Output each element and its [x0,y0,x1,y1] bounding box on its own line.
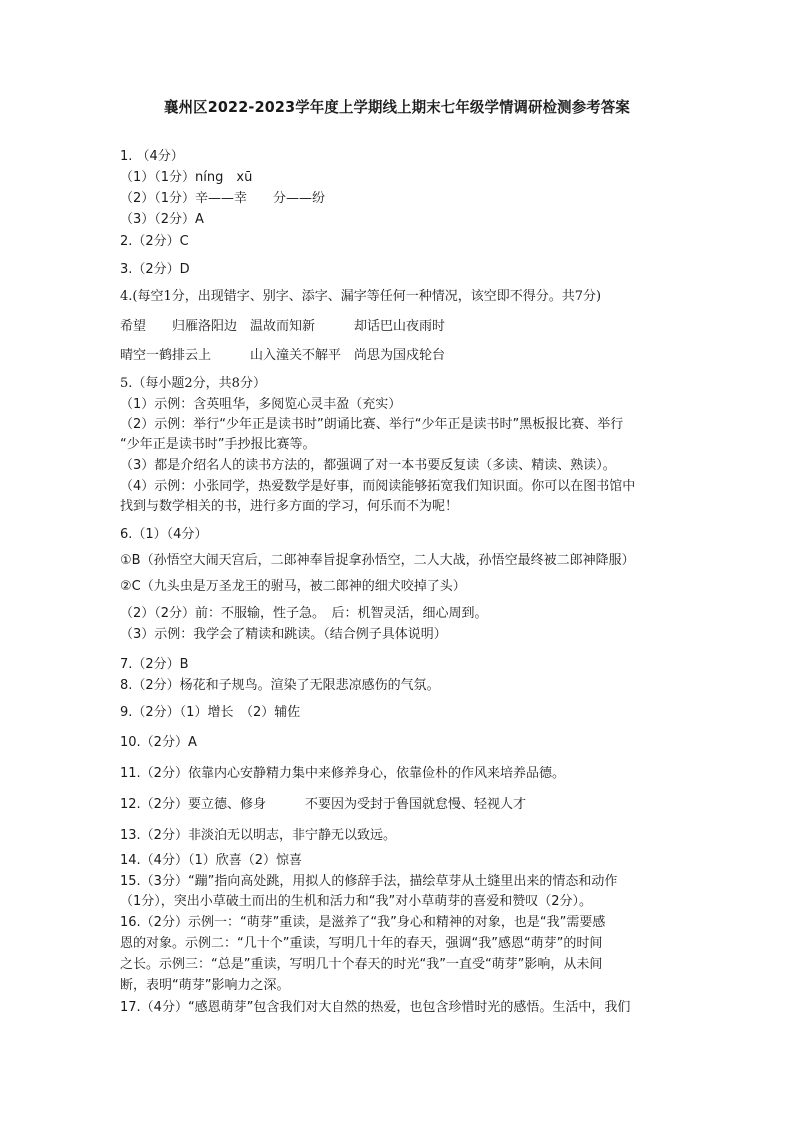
answer-line-q6-b: ②C（九头虫是万圣龙王的驸马，被二郎神的细犬咬掉了头） [120,579,466,594]
answer-line-q11: 11.（2分）依靠内心安静精力集中来修养身心，依靠俭朴的作风来培养品德。 [120,766,565,781]
answer-line-q1: 1. （4分） [120,149,184,164]
answer-line-q6-3: （3）示例：我学会了精读和跳读。（结合例子具体说明） [120,627,447,642]
answer-line-q17: 17.（4分）“感恩萌芽”包含我们对大自然的热爱，也包含珍惜时光的感悟。生活中，我们 [120,1000,631,1015]
answer-line-q4-row1: 希望 归雁洛阳边 温故而知新 却话巴山夜雨时 [120,319,446,334]
answer-line-q7: 7.（2分）B [120,657,189,672]
answer-line-q6-a: ①B（孙悟空大闹天宫后，二郎神奉旨捉拿孙悟空，二人大战，孙悟空最终被二郎神降服） [120,553,635,568]
answer-line-q5: 5.（每小题2分，共8分） [120,376,266,391]
answer-line-q5-4: （4）示例：小张同学，热爱数学是好事，而阅读能够拓宽我们知识面。你可以在图书馆中 [120,479,636,494]
answer-line-q4-row2: 晴空一鹤排云上 山入潼关不解平 尚思为国戍轮台 [120,348,446,363]
answer-line-q10: 10.（2分）A [120,735,197,750]
answer-line-q5-2-cont: “少年正是读书时”手抄报比赛等。 [120,437,316,452]
answer-line-q6: 6.（1）（4分） [120,527,208,542]
answer-line-q6-2: （2）（2分）前：不服输，性子急。 后：机智灵活，细心周到。 [120,606,488,621]
answer-line-q5-3: （3）都是介绍名人的读书方法的，都强调了对一本书要反复读（多读、精读、熟读）。 [120,458,616,473]
answer-line-q5-1: （1）示例：含英咀华，多阅览心灵丰盈（充实） [120,397,402,412]
answer-line-q5-2: （2）示例：举行“少年正是读书时”朗诵比赛、举行“少年正是读书时”黑板报比赛、举行 [120,417,624,432]
answer-line-q15: 15.（3分）“蹦”指向高处跳，用拟人的修辞手法，描绘草芽从土缝里出来的情态和动作 [120,874,618,889]
answer-line-q16-cont1: 恩的对象。示例二：“几十个”重读，写明几十年的春天，强调“我”感恩“萌芽”的时间 [120,936,603,951]
answer-line-q1-1: （1）（1分）níng xū [120,170,253,185]
answer-line-q9: 9.（2分）（1）增长 （2）辅佐 [120,705,301,720]
answer-line-q14: 14.（4分）（1）欣喜（2）惊喜 [120,853,302,868]
answer-line-q16-cont3: 断，表明“萌芽”影响力之深。 [120,978,290,993]
answer-line-q3: 3.（2分）D [120,262,190,277]
answer-line-q1-3: （3）（2分）A [120,212,204,227]
answer-line-q5-4-cont: 找到与数学相关的书，进行多方面的学习，何乐而不为呢！ [120,499,459,514]
answer-line-q4: 4.(每空1分，出现错字、别字、添字、漏字等任何一种情况，该空即不得分。共7分) [120,289,602,304]
answer-line-q8: 8.（2分）杨花和子规鸟。渲染了无限悲凉感伤的气氛。 [120,678,440,693]
answer-line-q12: 12.（2分）要立德、修身 不要因为受封于鲁国就怠慢、轻视人才 [120,797,526,812]
answer-line-q13: 13.（2分）非淡泊无以明志，非宁静无以致远。 [120,828,396,843]
answer-line-q16: 16.（2分）示例一：“萌芽”重读，是滋养了“我”身心和精神的对象，也是“我”需要感 [120,915,606,930]
answer-line-q2: 2.（2分）C [120,234,189,249]
answer-line-q1-2: （2）（1分）辛——幸 分——纷 [120,191,326,206]
answer-line-q15-cont: （1分），突出小草破土而出的生机和活力和“我”对小草萌芽的喜爱和赞叹（2分）。 [120,894,593,909]
answer-line-q16-cont2: 之长。示例三：“总是”重读，写明几十个春天的时光“我”一直受“萌芽”影响，从未间 [120,957,603,972]
document-title: 襄州区2022-2023学年度上学期线上期末七年级学情调研检测参考答案 [164,98,630,116]
